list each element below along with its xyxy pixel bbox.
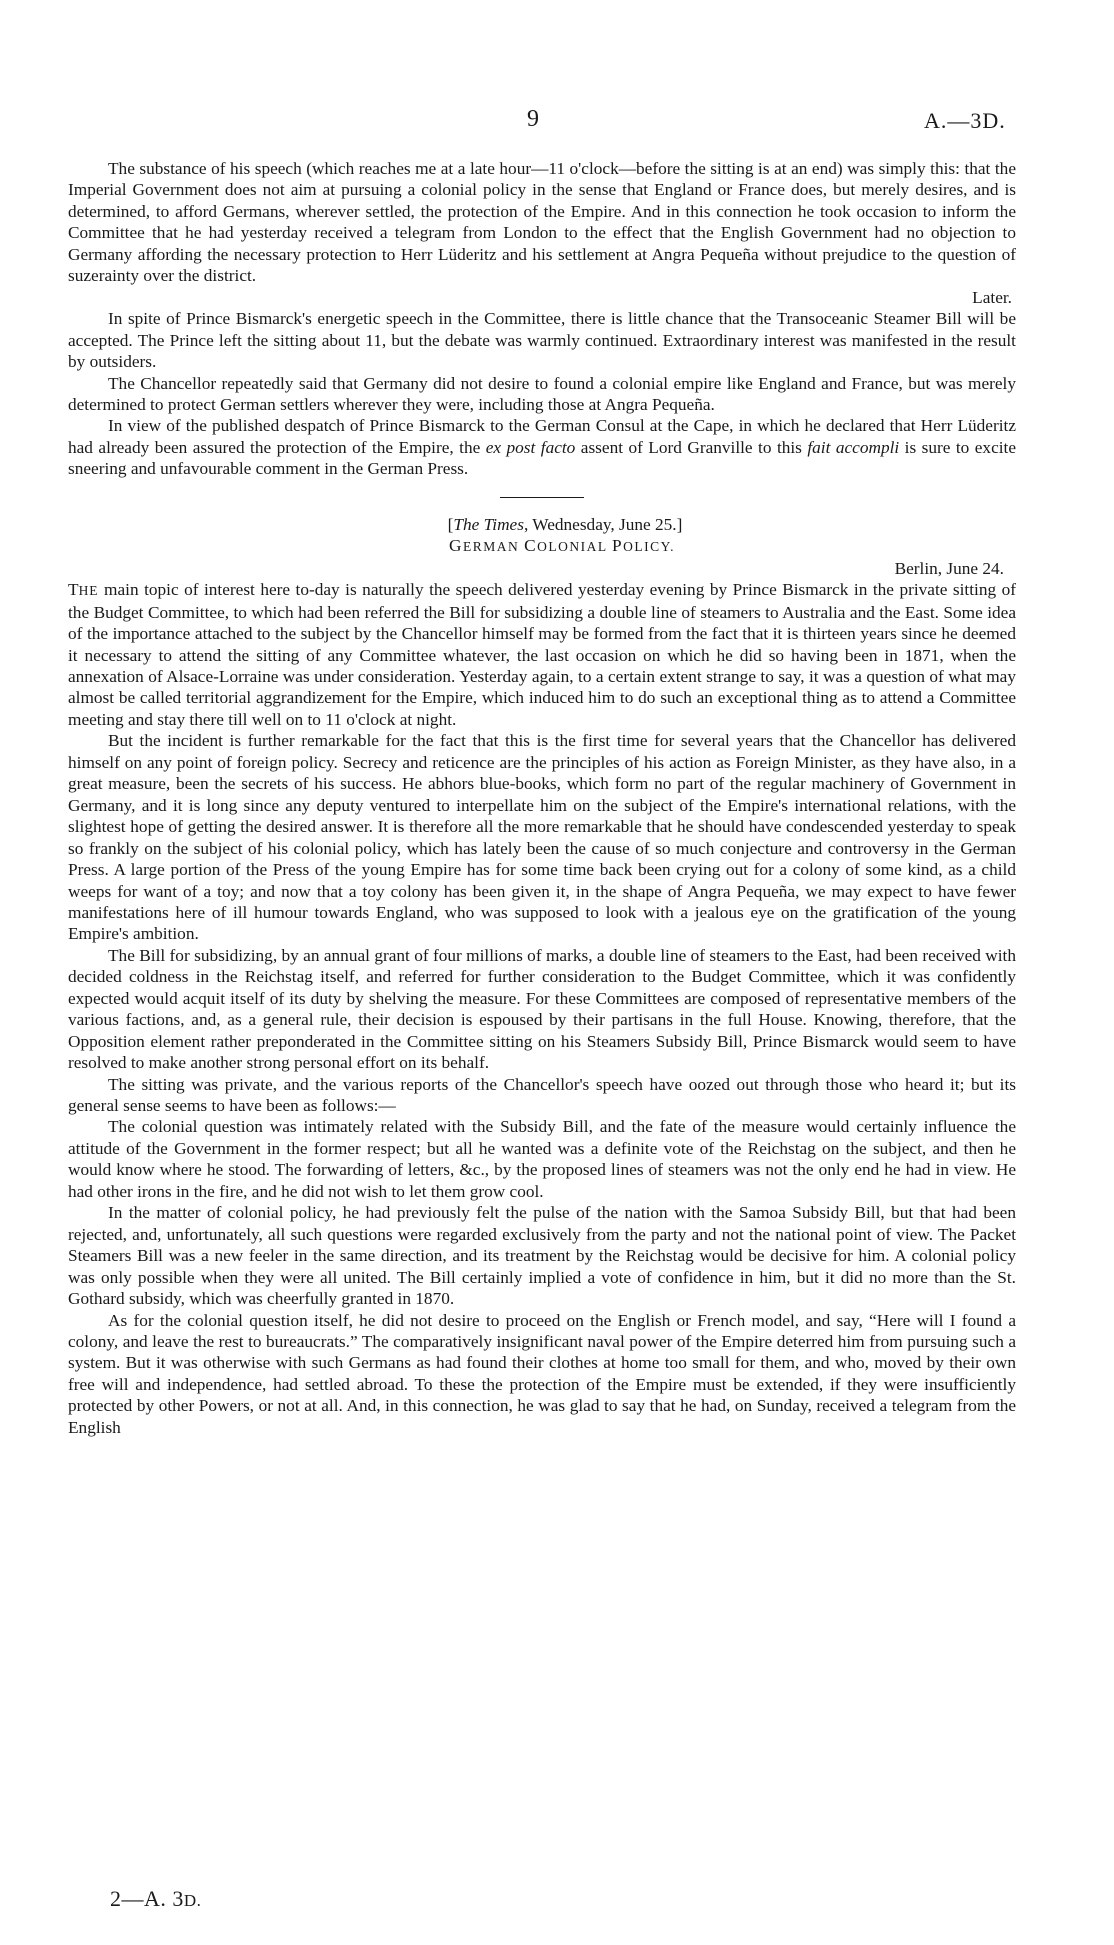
signature-small: D.	[183, 1891, 202, 1910]
article-paragraph-3: The Bill for subsidizing, by an annual grant of four millions of marks, a double line of steamers to the East, had been received with decided coldness in the Reichstag itself, and referred for further consideration to the Budget Committee, which it was confidently expected would acquit itself of its duty by shelving the measure. For these Committees are composed of representative members of the various factions, and, as a general rule, their decision is espoused by their partisans in the full House. Knowing, therefore, that the Opposition element rather preponderated in the Committee sitting on his Steamers Subsidy Bill, Prince Bismarck would seem to have resolved to make another strong personal effort on its behalf.	[68, 945, 1016, 1073]
lead-smallcaps: HE	[78, 583, 99, 599]
paragraph-speech-substance: The substance of his speech (which reaches me at a late hour—11 o'clock—before the sitting is at an end) was simply this: that the Imperial Government does not aim at pursuing a colonial policy in the sense that England or France does, but merely desires, and is determined, to afford Germans, wherever settled, the protection of the Empire. And in this connection he took occasion to inform the Committee that he had yesterday received a telegram from London to the effect that the English Government had no objection to Germany affording the necessary protection to Herr Lüderitz and his settlement at Angra Pequeña without prejudice to the question of suzerainty over the district.	[68, 159, 1016, 286]
lead-letter: T	[68, 580, 79, 600]
paragraph-despatch	[68, 415, 1016, 479]
source-date: , Wednesday, June 25.]	[523, 514, 683, 534]
despatch-text-1: In view of the published despatch of Prince Bismarck to the German Consul at the Cape, in which he declared that Herr Lüderitz had already been assured the protection of the Empire, the	[68, 416, 1016, 457]
lead-paragraph-text: main topic of interest here to-day is naturally the speech delivered yesterday evening by Prince Bismarck in the private sitting of the Budget Committee, to which had been referred the Bill for subsidizing a double line of steamers to Australia and the East. Some idea of the importance attached to the subject by the Chancellor himself may be formed from the fact that it is thirteen years since he deemed it necessary to attend the sitting of any Committee whatever, the last occasion on which he did so having been in 1871, when the annexation of Alsace-Lorraine was under consideration. Yesterday again, to a certain extent strange to say, it was a question of what may almost be called territorial aggrandizement for the Empire, which induced him to do such an exceptional thing as to attend a Committee meeting and stay there till well on to 11 o'clock at night.	[68, 580, 1016, 729]
page-number: 9	[527, 106, 539, 132]
heading-letter-g: G	[448, 536, 463, 556]
section-divider	[500, 497, 584, 498]
article-paragraph-2: But the incident is further remarkable for the fact that this is the first time for several years that the Chancellor has delivered himself on any point of foreign policy. Secrecy and reticence are the principles of his action as Foreign Minister, as they have also, in a great measure, been the secrets of his success. He abhors blue-books, which form no part of the regular machinery of Government in Germany, and it is long since any deputy ventured to interpellate him on the subject of the Empire's international relations, with the slightest hope of getting the desired answer. It is therefore all the more remarkable that he should have condescended yesterday to speak so frankly on the subject of his colonial policy, which has lately been the cause of so much conjecture and controversy in the German Press. A large portion of the Press of the young Empire has for some time back been crying out for a colony of some kind, as a child weeps for want of a toy; and now that a toy colony has been given it, in the shape of Angra Pequeña, we may expect to have fewer manifestations here of ill humour towards England, who was supposed to look with a jealous eye on the gratification of the young Empire's ambition.	[68, 731, 1016, 944]
article-paragraph-5: The colonial question was intimately related with the Subsidy Bill, and the fate of the measure would certainly influence the attitude of the Government in the former respect; but all he wanted was a definite vote of the Reichstag on the subject, and then he would know where he stood. The forwarding of letters, &c., by the proposed lines of steamers was not the only end he had in view. He had other irons in the fire, and he did not wish to let them grow cool.	[68, 1117, 1016, 1201]
source-bracket: [	[447, 514, 454, 534]
article-source	[68, 514, 1016, 535]
despatch-text-2: assent of Lord Granville to this	[575, 437, 808, 457]
paragraph-later-2: The Chancellor repeatedly said that Germany did not desire to found a colonial empire like England and France, but was merely determined to protect German settlers wherever they were, including those at Angra Pequeña.	[68, 373, 1016, 414]
paragraph-later-1: In spite of Prince Bismarck's energetic speech in the Committee, there is little chance that the Transoceanic Steamer Bill will be accepted. The Prince left the sitting about 11, but the debate was warmly continued. Extraordinary interest was manifested in the result by outsiders.	[68, 309, 1016, 372]
later-label: Later.	[972, 287, 1012, 307]
document-reference: A.—3D.	[924, 108, 1006, 133]
heading-letter-c: C	[524, 536, 538, 556]
despatch-text-3: is sure to excite sneering and unfavourable comment in the German Press.	[68, 437, 1017, 479]
signature-mark	[110, 1886, 201, 1912]
article-paragraph-1	[68, 579, 1016, 730]
article-paragraph-7: As for the colonial question itself, he did not desire to proceed on the English or French model, and say, “Here will I found a colony, and leave the rest to bureaucrats.” The comparatively insignificant naval power of the Empire deterred him from pursuing such a system. But it was otherwise with such Germans as had found their clothes at home too small for them, and who, moved by their own free will and independence, had settled abroad. To these the protection of the Empire must be extended, if they were insufficiently protected by other Powers, or not at all. And, in this connection, he was glad to say that he had, on Sunday, received a telegram from the English	[68, 1310, 1016, 1437]
article-paragraph-6: In the matter of colonial policy, he had previously felt the pulse of the nation with the Samoa Subsidy Bill, but that had been rejected, and, unfortunately, all such questions were regarded exclusively from the party and not the national point of view. The Packet Steamers Bill was a new feeler in the same direction, and its treatment by the Reichstag would be decisive for him. A colonial policy was only possible when they were all united. The Bill certainly implied a vote of confidence in him, but it did no more than the St. Gothard subsidy, which was cheerfully granted in 1870.	[68, 1203, 1016, 1309]
article-heading	[68, 535, 1016, 557]
heading-letter-p: P	[612, 536, 624, 556]
heading-smallcaps-3: OLICY.	[623, 539, 676, 555]
heading-smallcaps-1: ERMAN	[462, 539, 525, 555]
article-dateline: Berlin, June 24.	[894, 558, 1004, 578]
despatch-italic-1: ex post facto	[485, 437, 576, 457]
source-newspaper: The Times	[453, 514, 524, 534]
heading-smallcaps-2: OLONIAL	[537, 539, 612, 555]
signature-main: 2—A. 3	[110, 1886, 184, 1911]
article-paragraph-4: The sitting was private, and the various reports of the Chancellor's speech have oozed out through those who heard it; but its general sense seems to have been as follows:—	[68, 1074, 1016, 1116]
despatch-italic-2: fait accompli	[807, 437, 900, 457]
body-text	[68, 158, 1016, 1438]
